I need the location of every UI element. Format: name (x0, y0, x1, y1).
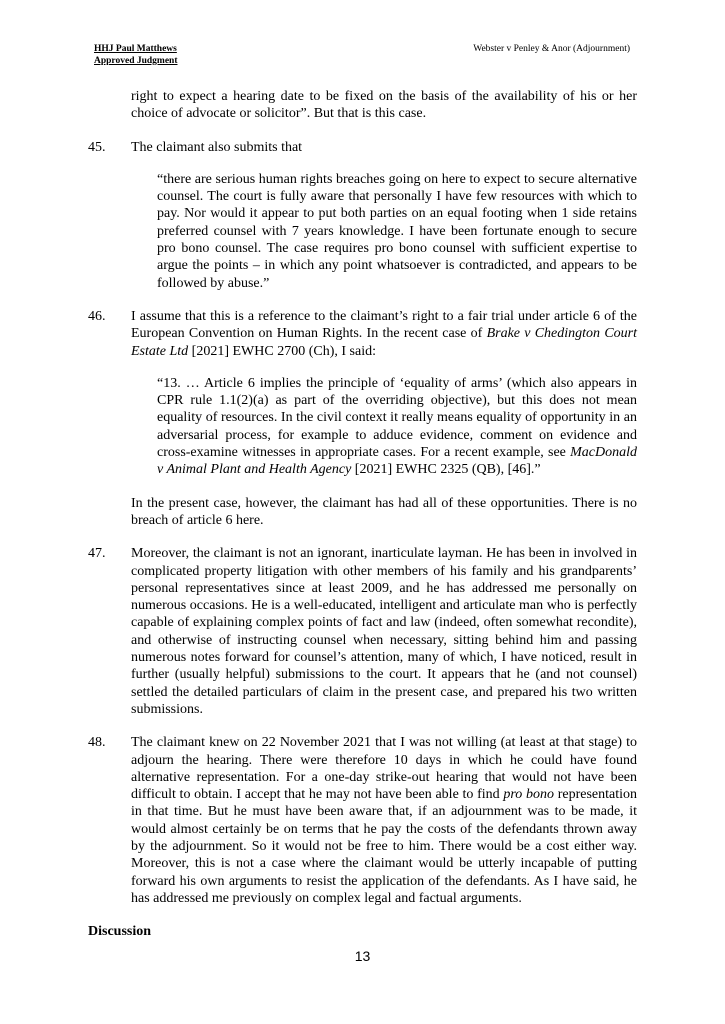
paragraph-number: 45. (88, 139, 106, 155)
section-heading: Discussion (88, 924, 152, 940)
paragraph-46-conclusion: In the present case, however, the claimant has had all of these opportunities. There is no breach of article 6 here. (131, 495, 637, 528)
header-left (94, 43, 178, 67)
paragraph-48 (88, 734, 637, 907)
paragraph-46 (88, 308, 637, 360)
judge-name: HHJ Paul Matthews (94, 44, 177, 54)
case-citation: Brake v Chedington Court Estate Ltd (131, 326, 637, 359)
paragraph-text: Moreover, the claimant is not an ignorant, inarticulate layman. He has been in involved in complicated property litigation with other members of his family and his grandparents’ personal representatives since at least 2009, and he has addressed me personally on numerous occasions. He is a well-educated, intelligent and articulate man who is perfectly capable of explaining complex points of fact and law (indeed, often somewhat recondite), and otherwise of instructing counsel when necessary, sitting behind him and passing numerous notes forward for counsel’s attention, many of which, I have noticed, result in further (usually helpful) submissions to the court. It appears that he (and not counsel) settled the detailed particulars of claim in the present case, and prepared his two written submissions. (131, 546, 637, 717)
paragraph-number: 48. (88, 735, 106, 751)
block-quote: “13. … Article 6 implies the principle of ‘equality of arms’ (which also appears in CPR rule 1.1(2)(a) as part of the overriding objective), but this does not mean equality of resources. In the civil context it really means equality of opportunity in an adversarial process, for example to adduce evidence, comment on evidence and cross-examine witnesses in appropriate cases. For a recent example, see MacDonald v Animal Plant and Health Agency [2021] EWHC 2325 (QB), [46].” (157, 375, 637, 478)
case-citation: MacDonald v Animal Plant and Health Agency (157, 445, 637, 478)
paragraph-47 (88, 545, 637, 718)
block-quote: “there are serious human rights breaches going on here to expect to secure alternative counsel. The court is fully aware that personally I have few resources with which to pay. Nor would it appear to put both parties on an equal footing when 1 side retains preferred counsel with 7 years knowledge. I have been fortunate enough to secure pro bono counsel. The case requires pro bono counsel with sufficient expertise to argue the points – in which any point whatsoever is contradicted, and appears to be followed by abuse.” (157, 171, 637, 291)
paragraph-text: The claimant knew on 22 November 2021 that I was not willing (at least at that stage) to adjourn the hearing. There were therefore 10 days in which he could have found alternative representation. For a one-day strike-out hearing that would not have been difficult to obtain. I accept that he may not have been able to find pro bono representation in that time. But he must have been aware that, if an adjournment was to be made, it would almost certainly be on terms that he pay the costs of the defendants thrown away by the adjournment. So it would not be free to him. There would be a cost either way. Moreover, this is not a case where the claimant would be utterly incapable of putting forward his own arguments to resist the application of the defendants. As I have said, he has addressed me previously on complex legal and factual arguments. (131, 735, 638, 906)
page-number: 13 (354, 948, 371, 964)
italic-term: pro bono (503, 787, 554, 803)
paragraph-44-continuation: right to expect a hearing date to be fixed on the basis of the availability of his or her choice of advocate or solicitor”. But that is this case. (131, 89, 637, 122)
paragraph-number: 46. (88, 308, 106, 324)
approved-judgment-label: Approved Judgment (94, 56, 178, 66)
paragraph-text: I assume that this is a reference to the claimant’s right to a fair trial under article 6 of the European Convention on Human Rights. In the recent case of Brake v Chedington Court Estate Ltd [2021] EWHC 2700 (Ch), I said: (131, 308, 637, 359)
paragraph-number: 47. (88, 546, 106, 562)
case-title: Webster v Penley & Anor (Adjournment) (473, 44, 630, 54)
paragraph-text: The claimant also submits that (131, 139, 303, 155)
judgment-body (88, 88, 637, 940)
paragraph-45 (88, 139, 637, 156)
